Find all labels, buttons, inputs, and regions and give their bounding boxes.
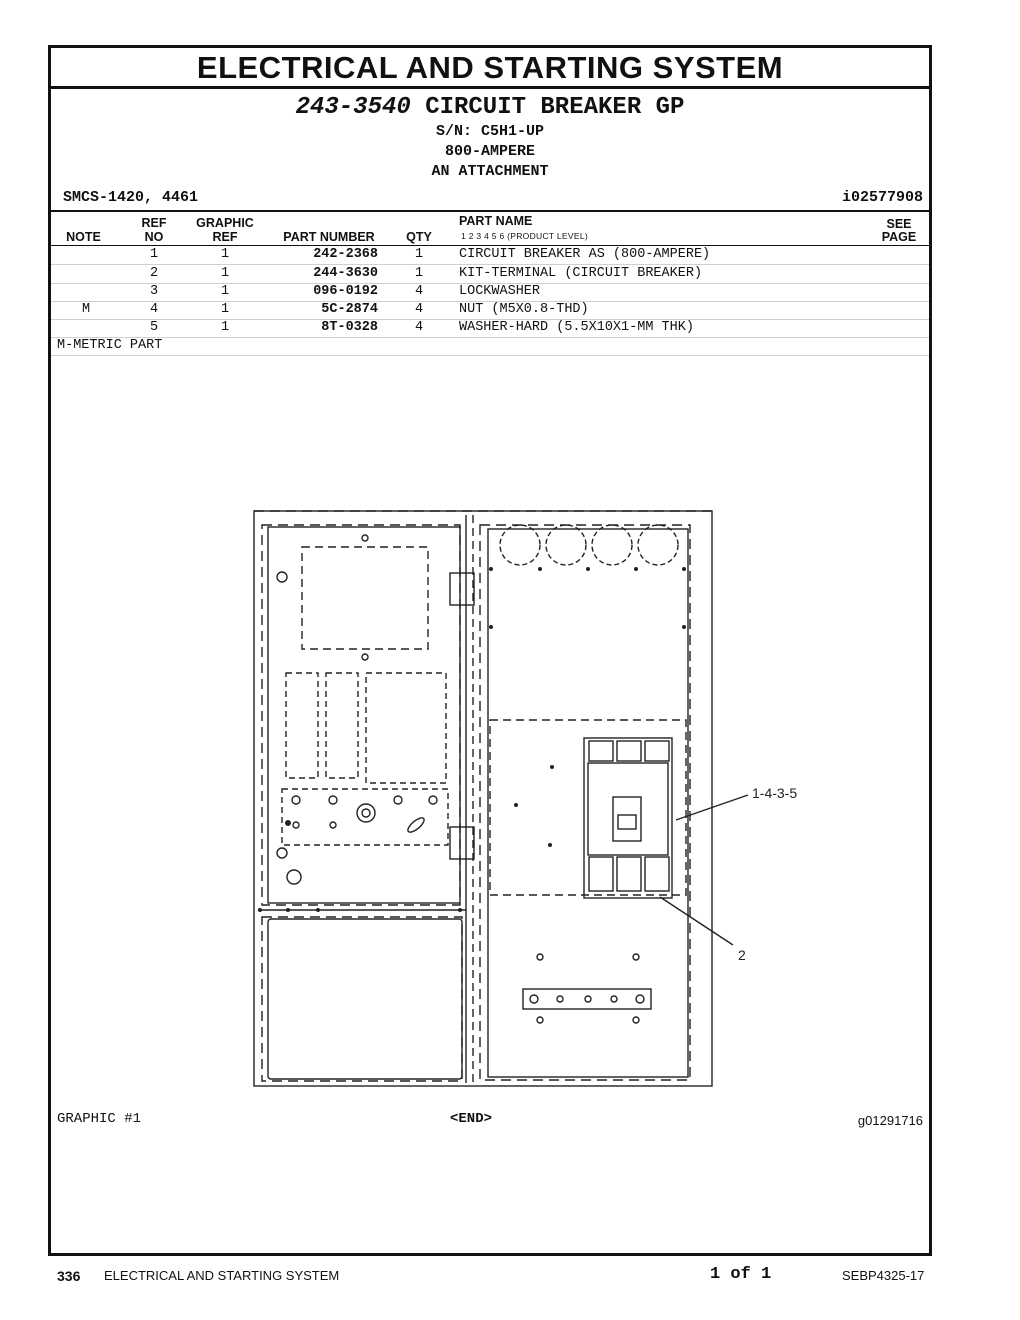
header-divider bbox=[51, 210, 929, 212]
table-row bbox=[51, 283, 929, 302]
row-graphic-ref: 1 bbox=[220, 284, 230, 299]
col-graphic-bottom: REF bbox=[212, 230, 238, 244]
row-part-name: KIT-TERMINAL (CIRCUIT BREAKER) bbox=[459, 266, 703, 281]
row-part-number: 096-0192 bbox=[313, 284, 378, 299]
table-row bbox=[51, 265, 929, 284]
row-graphic-ref: 1 bbox=[220, 247, 230, 262]
row-ref: 2 bbox=[149, 266, 159, 281]
serial-number: S/N: C5H1-UP bbox=[435, 123, 545, 140]
rating: 800-AMPERE bbox=[444, 143, 535, 160]
col-part-number: PART NUMBER bbox=[283, 230, 375, 244]
col-ref-bottom: NO bbox=[144, 230, 164, 244]
row-qty: 4 bbox=[414, 320, 424, 335]
callout-leader-2 bbox=[660, 897, 733, 945]
row-part-name: LOCKWASHER bbox=[459, 284, 541, 299]
col-part-name: PART NAME bbox=[459, 214, 533, 228]
graphic-id: g01291716 bbox=[857, 1113, 923, 1128]
group-title bbox=[51, 94, 929, 121]
table-row bbox=[51, 319, 929, 338]
row-qty: 4 bbox=[414, 284, 424, 299]
product-levels: 1 2 3 4 5 6 (PRODUCT LEVEL) bbox=[461, 231, 588, 241]
metric-footnote: M-METRIC PART bbox=[57, 338, 163, 353]
circuit-breaker bbox=[584, 738, 672, 898]
page-of: 1 of 1 bbox=[710, 1265, 772, 1284]
col-qty: QTY bbox=[406, 230, 432, 244]
row-part-name: WASHER-HARD (5.5X10X1-MM THK) bbox=[459, 320, 694, 335]
row-part-number: 8T-0328 bbox=[321, 320, 378, 335]
row-graphic-ref: 1 bbox=[220, 302, 230, 317]
callout-2-label: 2 bbox=[738, 947, 746, 963]
row-ref: 1 bbox=[149, 247, 159, 262]
page-number: 336 bbox=[57, 1268, 81, 1284]
row-qty: 1 bbox=[414, 266, 424, 281]
row-qty: 1 bbox=[414, 247, 424, 262]
breaker-panel-illustration bbox=[248, 505, 808, 1095]
col-graphic-top: GRAPHIC bbox=[196, 216, 254, 230]
footnote-rule bbox=[51, 337, 929, 356]
row-part-number: 5C-2874 bbox=[321, 302, 378, 317]
graphic-label: GRAPHIC #1 bbox=[57, 1111, 142, 1127]
smcs-code: SMCS-1420, 4461 bbox=[63, 189, 199, 206]
col-note: NOTE bbox=[66, 230, 101, 244]
row-part-name: CIRCUIT BREAKER AS (800-AMPERE) bbox=[459, 247, 711, 262]
row-part-number: 244-3630 bbox=[313, 266, 378, 281]
row-ref: 3 bbox=[149, 284, 159, 299]
row-note: M bbox=[81, 302, 91, 317]
group-number: 243-3540 bbox=[295, 94, 411, 121]
row-ref: 4 bbox=[149, 302, 159, 317]
row-graphic-ref: 1 bbox=[220, 266, 230, 281]
footer-section: ELECTRICAL AND STARTING SYSTEM bbox=[104, 1268, 340, 1283]
row-part-number: 242-2368 bbox=[313, 247, 378, 262]
section-title: ELECTRICAL AND STARTING SYSTEM bbox=[51, 50, 929, 89]
row-part-name: NUT (M5X0.8-THD) bbox=[459, 302, 589, 317]
row-graphic-ref: 1 bbox=[220, 320, 230, 335]
callout-1-label: 1-4-3-5 bbox=[752, 785, 798, 801]
illustration-id: i02577908 bbox=[841, 189, 923, 206]
row-ref: 5 bbox=[149, 320, 159, 335]
table-row bbox=[51, 246, 929, 265]
row-qty: 4 bbox=[414, 302, 424, 317]
col-see-top: SEE bbox=[886, 217, 912, 231]
attachment-label: AN ATTACHMENT bbox=[431, 163, 549, 180]
col-ref-top: REF bbox=[141, 216, 167, 230]
doc-id: SEBP4325-17 bbox=[842, 1268, 925, 1283]
col-see-bottom: PAGE bbox=[881, 230, 917, 244]
end-marker: <END> bbox=[450, 1111, 493, 1127]
table-row bbox=[51, 301, 929, 320]
group-name: CIRCUIT BREAKER GP bbox=[425, 94, 685, 121]
